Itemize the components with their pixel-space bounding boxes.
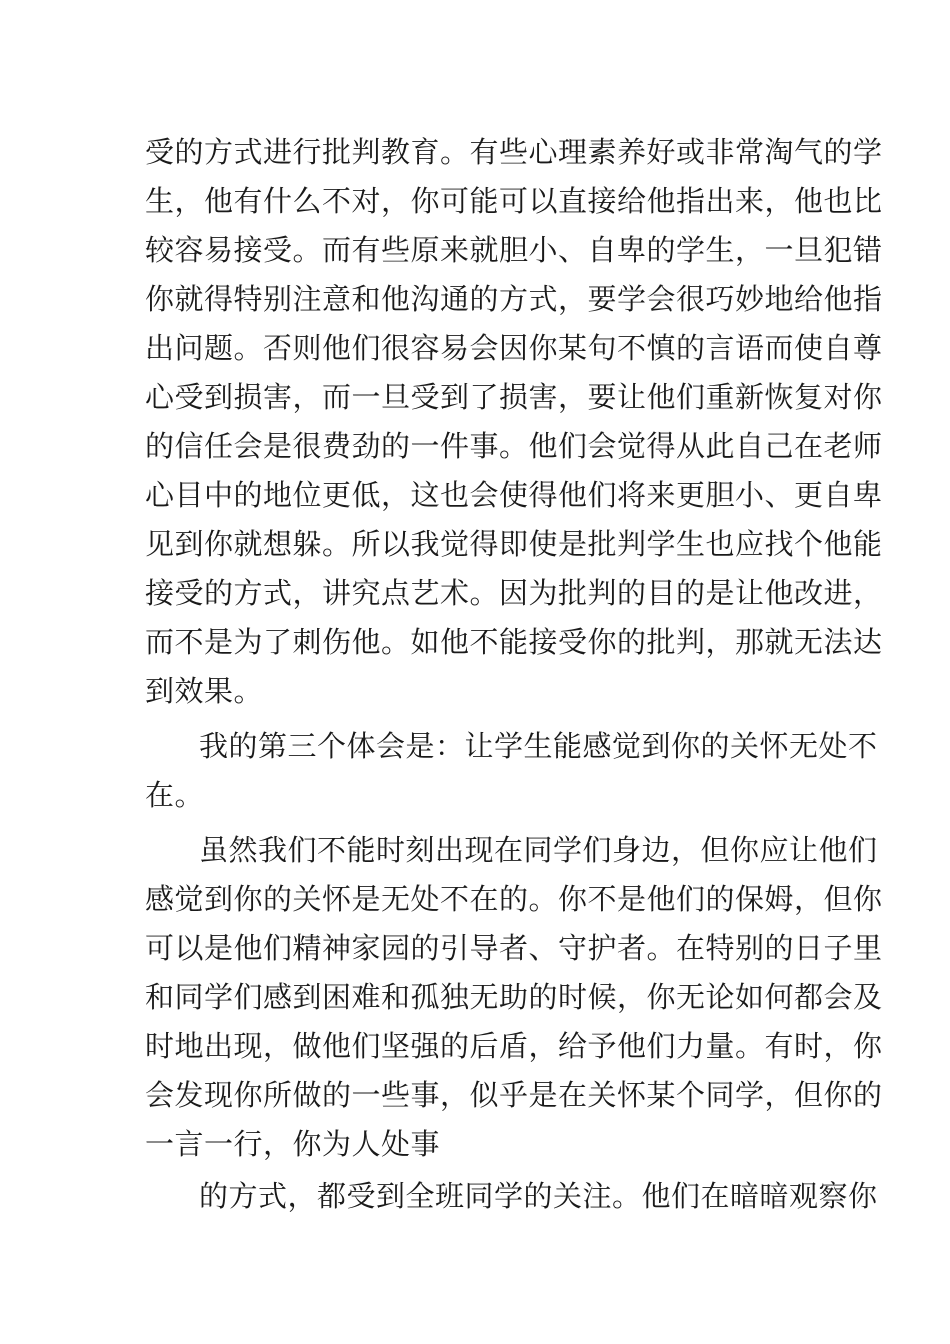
paragraph-care-everywhere — [145, 826, 883, 1169]
text-line: 我的第三个体会是：让学生能感觉到你的关怀无处不 — [199, 729, 878, 763]
text-line: 受的方式进行批判教育。有些心理素养好或非常淘气的学 — [145, 135, 883, 169]
text-line: 较容易接受。而有些原来就胆小、自卑的学生，一旦犯错 — [145, 233, 883, 267]
text-line: 而不是为了刺伤他。如他不能接受你的批判，那就无法达 — [145, 625, 883, 659]
text-line: 生，他有什么不对，你可能可以直接给他指出来，他也比 — [145, 184, 883, 218]
text-line: 虽然我们不能时刻出现在同学们身边，但你应让他们 — [199, 833, 878, 867]
text-line: 会发现你所做的一些事，似乎是在关怀某个同学，但你的 — [145, 1078, 883, 1112]
text-line: 接受的方式，讲究点艺术。因为批判的目的是让他改进， — [145, 576, 883, 610]
paragraph-criticism-continued — [145, 128, 883, 716]
text-line: 到效果。 — [145, 674, 264, 708]
text-line: 在。 — [145, 778, 205, 812]
text-line: 一言一行，你为人处事 — [145, 1127, 441, 1161]
text-line: 心目中的地位更低，这也会使得他们将来更胆小、更自卑 — [145, 478, 883, 512]
text-line: 感觉到你的关怀是无处不在的。你不是他们的保姆，但你 — [145, 882, 883, 916]
text-line: 见到你就想躲。所以我觉得即使是批判学生也应找个他能 — [145, 527, 883, 561]
paragraph-third-insight — [145, 722, 878, 820]
text-line: 的方式，都受到全班同学的关注。他们在暗暗观察你 — [199, 1179, 878, 1213]
text-line: 的信任会是很费劲的一件事。他们会觉得从此自己在老师 — [145, 429, 883, 463]
text-line: 心受到损害，而一旦受到了损害，要让他们重新恢复对你 — [145, 380, 883, 414]
text-line: 时地出现，做他们坚强的后盾，给予他们力量。有时，你 — [145, 1029, 883, 1063]
text-line: 和同学们感到困难和孤独无助的时候，你无论如何都会及 — [145, 980, 883, 1014]
text-line: 出问题。否则他们很容易会因你某句不慎的言语而使自尊 — [145, 331, 883, 365]
text-line: 你就得特别注意和他沟通的方式，要学会很巧妙地给他指 — [145, 282, 883, 316]
text-line: 可以是他们精神家园的引导者、守护者。在特别的日子里 — [145, 931, 883, 965]
paragraph-class-attention — [145, 1172, 878, 1221]
